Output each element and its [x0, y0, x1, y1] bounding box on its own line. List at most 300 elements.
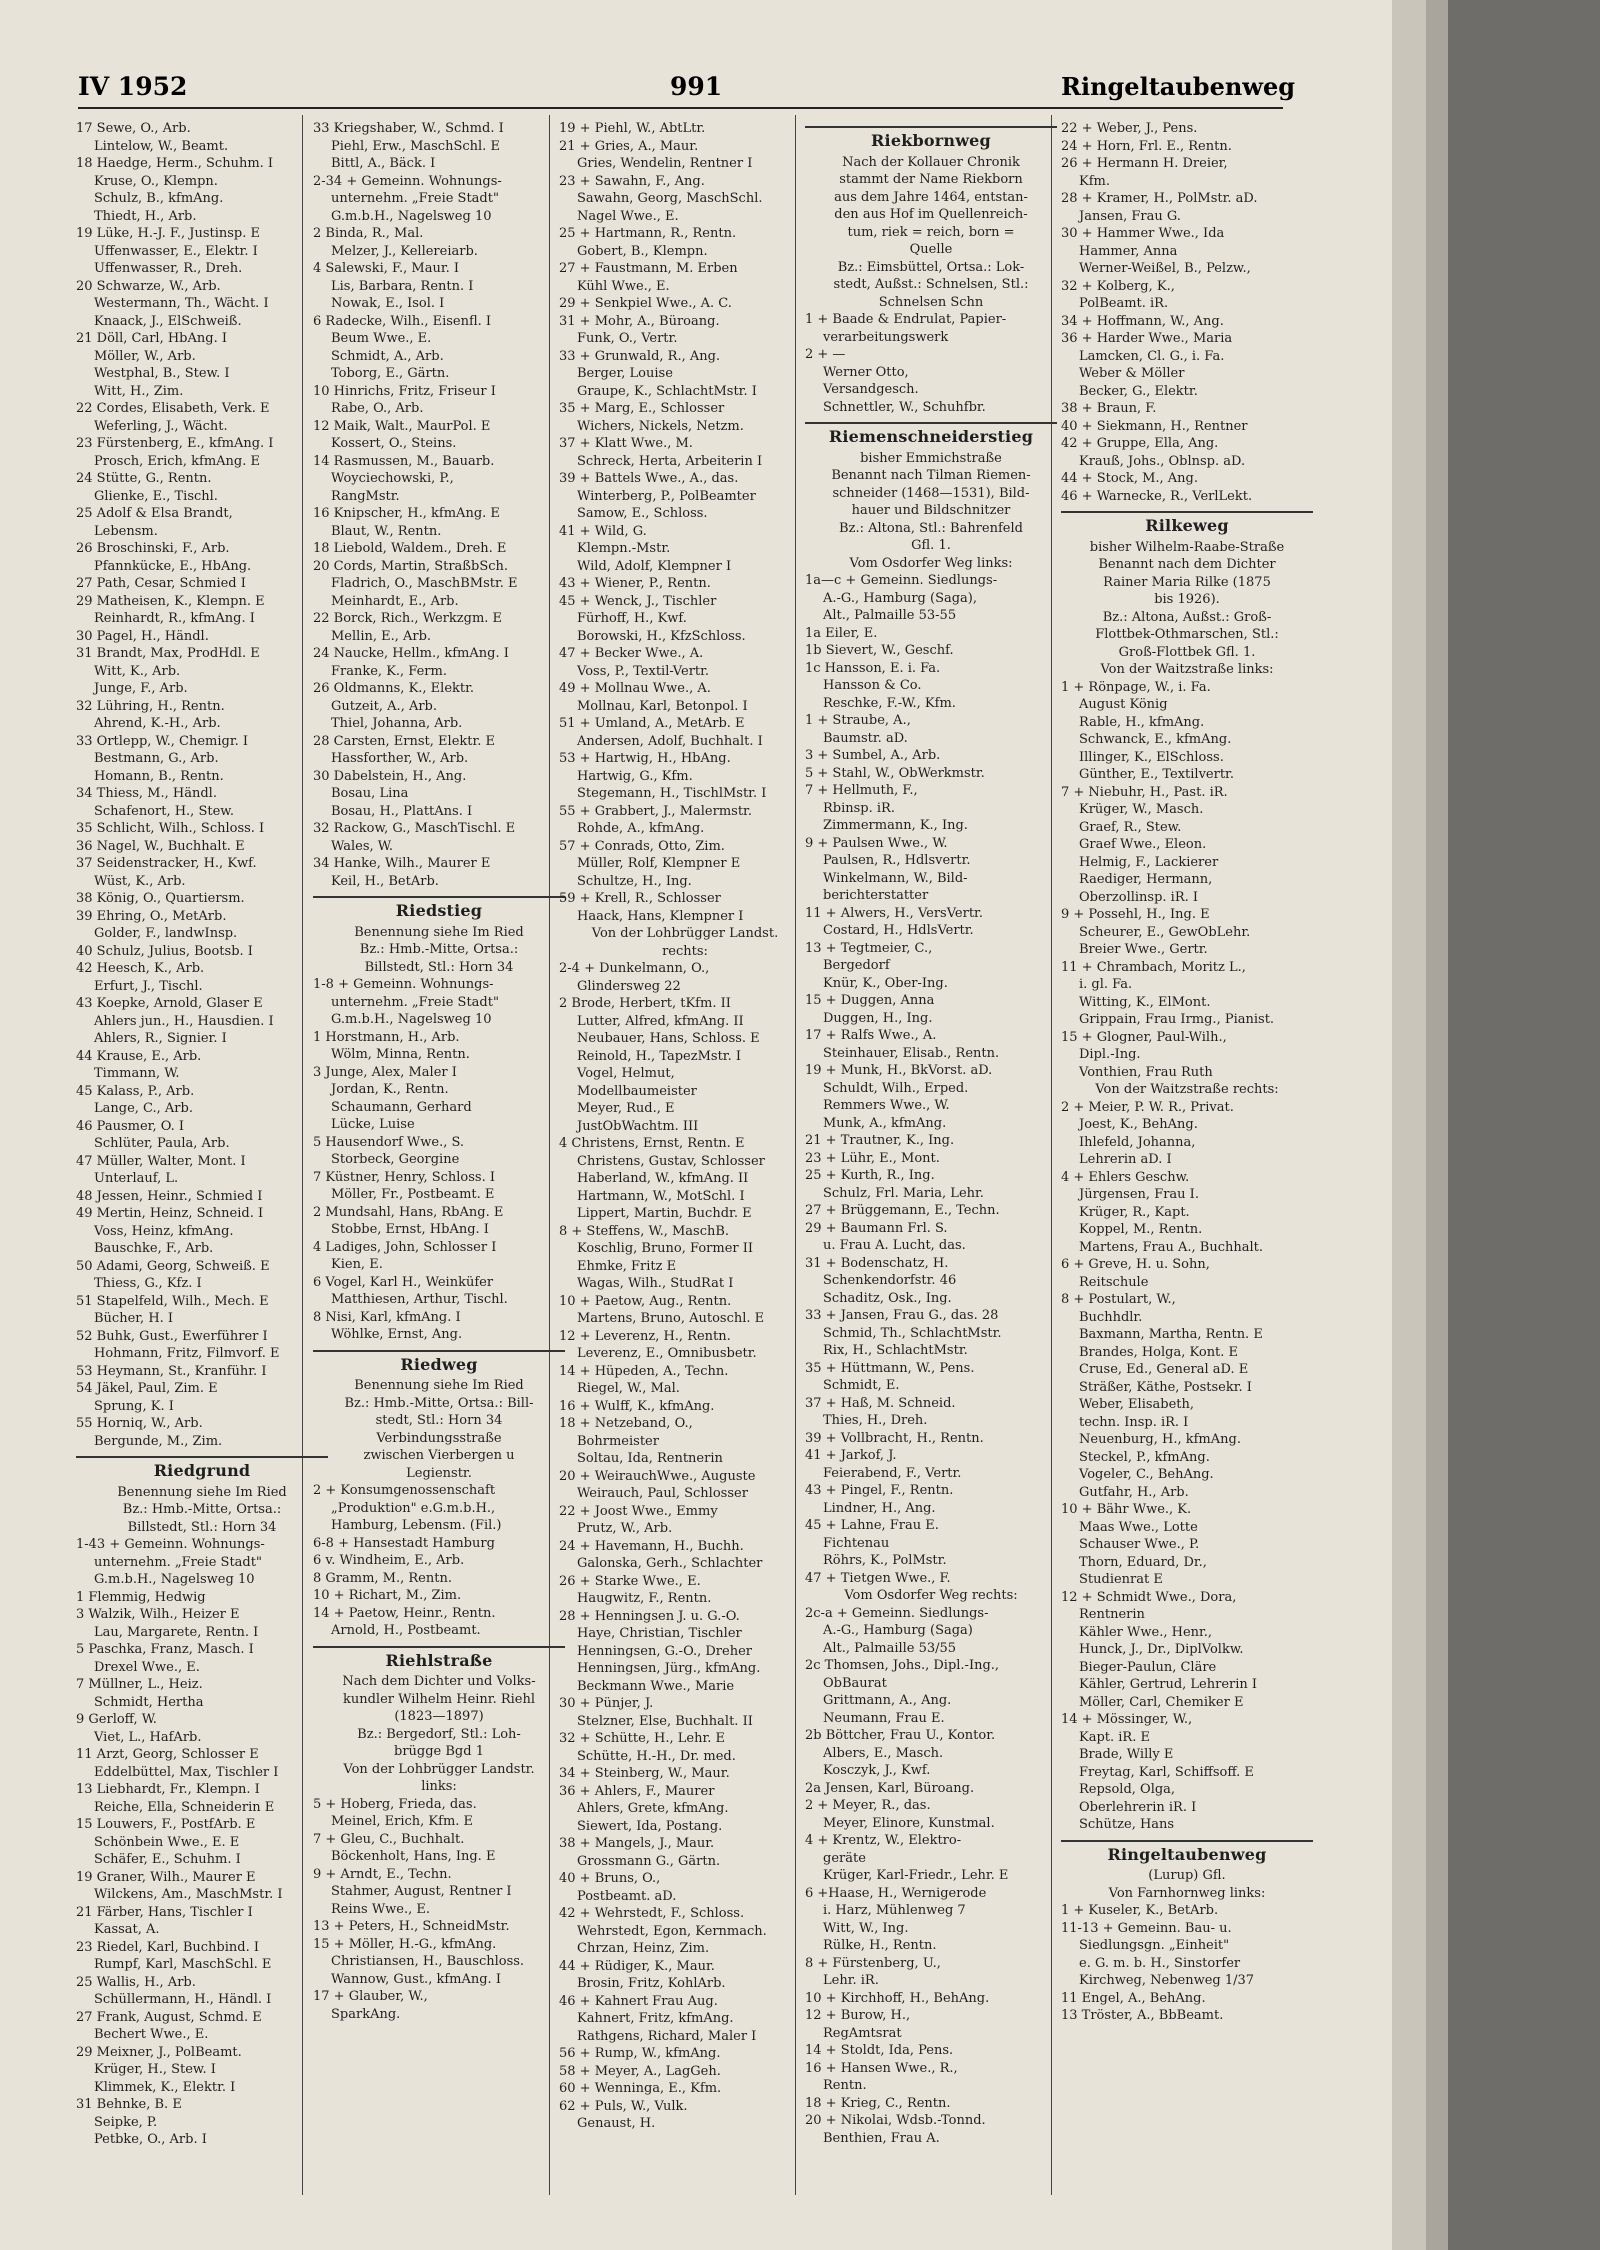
resident-entry: Wüst, K., Arb.: [94, 873, 186, 889]
resident-entry: Blaut, W., Rentn.: [331, 523, 442, 539]
resident-entry: Schlüter, Paula, Arb.: [94, 1136, 230, 1151]
resident-entry: Fladrich, O., MaschBMstr. E: [331, 576, 518, 591]
resident-entry: 32 Rackow, G., MaschTischl. E: [313, 821, 516, 836]
resident-entry: 15 + Duggen, Anna: [805, 993, 935, 1008]
resident-entry: Ahlers, Grete, kfmAng.: [577, 1801, 729, 1816]
resident-entry: 37 + Klatt Wwe., M.: [559, 436, 693, 451]
resident-entry: Rülke, H., Rentn.: [823, 1938, 937, 1953]
resident-entry: Leverenz, E., Omnibusbetr.: [577, 1346, 757, 1361]
resident-entry: 1 + Rönpage, W., i. Fa.: [1061, 679, 1211, 695]
resident-entry: Stahmer, August, Rentner I: [331, 1884, 512, 1899]
resident-entry: Klimmek, K., Elektr. I: [94, 2079, 236, 2095]
resident-entry: 28 Carsten, Ernst, Elektr. E: [313, 733, 496, 749]
resident-entry: Oberlehrerin iR. I: [1079, 1799, 1197, 1815]
resident-entry: 7 Küstner, Henry, Schloss. I: [313, 1169, 495, 1185]
resident-entry: 1c Hansson, E. i. Fa.: [805, 660, 941, 676]
resident-entry: Schulz, B., kfmAng.: [94, 191, 224, 206]
resident-entry: Rathgens, Richard, Maler I: [577, 2028, 757, 2044]
resident-entry: Rumpf, Karl, MaschSchl. E: [94, 1957, 272, 1972]
resident-entry: Lindner, H., Ang.: [823, 1500, 936, 1516]
street-info-line: Legienstr.: [406, 1465, 472, 1481]
resident-entry: Vogel, Helmut,: [577, 1066, 675, 1081]
resident-entry: Rable, H., kfmAng.: [1079, 714, 1205, 730]
resident-entry: Prosch, Erich, kfmAng. E: [94, 453, 261, 469]
resident-entry: 34 + Hoffmann, W., Ang.: [1061, 313, 1224, 329]
resident-entry: Witt, W., Ing.: [823, 1920, 909, 1936]
resident-entry: 46 Pausmer, O. I: [76, 1118, 184, 1134]
resident-entry: geräte: [823, 1850, 866, 1866]
resident-entry: Kien, E.: [331, 1257, 383, 1272]
resident-entry: 49 Mertin, Heinz, Schneid. I: [76, 1206, 264, 1221]
resident-entry: Schmidt, A., Arb.: [331, 348, 444, 364]
resident-entry: 52 Buhk, Gust., Ewerführer I: [76, 1328, 268, 1344]
street-info-line: Bz.: Altona, Stl.: Bahrenfeld: [839, 520, 1023, 536]
resident-entry: Schauser Wwe., P.: [1079, 1537, 1200, 1552]
street-heading: Ringeltaubenweg: [1061, 1840, 1313, 1864]
resident-entry: Martens, Frau A., Buchhalt.: [1079, 1239, 1263, 1255]
resident-entry: Siedlungsgn. „Einheit": [1079, 1938, 1230, 1953]
resident-entry: Maas Wwe., Lotte: [1079, 1519, 1198, 1535]
resident-entry: Wales, W.: [331, 838, 393, 854]
resident-entry: Henningsen, G.-O., Dreher: [577, 1643, 752, 1659]
resident-entry: 30 Dabelstein, H., Ang.: [313, 768, 467, 784]
resident-entry: 6 Vogel, Karl H., Weinküfer: [313, 1274, 494, 1290]
resident-entry: Becker, G., Elektr.: [1079, 383, 1198, 399]
street-info-line: Bz.: Eimsbüttel, Ortsa.: Lok-: [837, 259, 1025, 275]
resident-entry: Knür, K., Ober-Ing.: [823, 975, 948, 991]
resident-entry: 23 Riedel, Karl, Buchbind. I: [76, 1939, 260, 1955]
resident-entry: Glindersweg 22: [577, 978, 681, 994]
resident-entry: Wild, Adolf, Klempner I: [577, 558, 732, 574]
street-info-line: Billstedt, Stl.: Horn 34: [127, 1519, 277, 1535]
resident-entry: A.-G., Hamburg (Saga),: [823, 590, 978, 606]
resident-entry: Möller, W., Arb.: [94, 348, 196, 364]
resident-entry: Homann, B., Rentn.: [94, 768, 224, 784]
resident-entry: 7 Müllner, L., Heiz.: [76, 1677, 203, 1692]
resident-entry: Wannow, Gust., kfmAng. I: [331, 1971, 501, 1987]
street-info-line: tum, riek = reich, born =: [847, 224, 1015, 240]
resident-entry: Reiche, Ella, Schneiderin E: [94, 1799, 275, 1815]
resident-entry: 9 Gerloff, W.: [76, 1712, 157, 1727]
resident-entry: 1-43 + Gemeinn. Wohnungs-: [76, 1537, 265, 1552]
resident-entry: Knaack, J., ElSchweiß.: [94, 313, 242, 329]
resident-entry: Pfannkücke, E., HbAng.: [94, 558, 252, 574]
resident-entry: Bittl, A., Bäck. I: [331, 156, 436, 171]
resident-entry: Bieger-Paulun, Cläre: [1079, 1659, 1217, 1675]
street-info-line: kundler Wilhelm Heinr. Riehl: [342, 1691, 536, 1707]
resident-entry: 35 + Marg, E., Schlosser: [559, 401, 725, 416]
resident-entry: 4 + Ehlers Geschw.: [1061, 1169, 1190, 1185]
resident-entry: Rentnerin: [1079, 1607, 1145, 1622]
resident-entry: Schaditz, Osk., Ing.: [823, 1290, 952, 1306]
resident-entry: Buchhdlr.: [1079, 1309, 1143, 1325]
street-info-line: zwischen Vierbergen u: [363, 1448, 515, 1463]
resident-entry: Nagel Wwe., E.: [577, 208, 679, 224]
resident-entry: Kahnert, Fritz, kfmAng.: [577, 2011, 734, 2026]
street-info-line: Nach der Kollauer Chronik: [842, 154, 1020, 170]
street-heading: Riehlstraße: [313, 1646, 565, 1670]
resident-entry: 15 + Möller, H.-G., kfmAng.: [313, 1936, 497, 1952]
resident-entry: berichterstatter: [823, 888, 929, 903]
resident-entry: 40 + Bruns, O.,: [559, 1871, 661, 1886]
resident-entry: 5 + Stahl, W., ObWerkmstr.: [805, 765, 985, 781]
resident-entry: Riegel, W., Mal.: [577, 1381, 680, 1396]
resident-entry: RangMstr.: [331, 488, 400, 504]
resident-entry: 22 + Joost Wwe., Emmy: [559, 1503, 718, 1519]
resident-entry: 44 Krause, E., Arb.: [76, 1048, 202, 1064]
resident-entry: 18 + Krieg, C., Rentn.: [805, 2095, 951, 2111]
resident-entry: 7 + Gleu, C., Buchhalt.: [313, 1831, 465, 1847]
page-header: [70, 72, 1295, 112]
resident-entry: i. gl. Fa.: [1079, 977, 1133, 992]
resident-entry: 33 Kriegshaber, W., Schmd. I: [313, 121, 504, 136]
street-info-line: Gfl. 1.: [911, 538, 951, 553]
resident-entry: Wilckens, Am., MaschMstr. I: [94, 1887, 283, 1902]
resident-entry: 40 Schulz, Julius, Bootsb. I: [76, 943, 253, 959]
resident-entry: Winkelmann, W., Bild-: [823, 870, 968, 886]
resident-entry: 36 + Ahlers, F., Maurer: [559, 1783, 715, 1799]
resident-entry: 29 Meixner, J., PolBeamt.: [76, 2044, 242, 2060]
resident-entry: 26 + Starke Wwe., E.: [559, 1573, 701, 1589]
resident-entry: Siewert, Ida, Postang.: [577, 1818, 723, 1834]
resident-entry: Hartmann, W., MotSchl. I: [577, 1188, 745, 1204]
resident-entry: 19 + Piehl, W., AbtLtr.: [559, 121, 706, 136]
resident-entry: Bergedorf: [823, 958, 890, 973]
resident-entry: Haberland, W., kfmAng. II: [577, 1171, 749, 1186]
resident-entry: 25 + Hartmann, R., Rentn.: [559, 226, 737, 241]
resident-entry: Schafenort, H., Stew.: [94, 803, 234, 819]
resident-entry: Hamburg, Lebensm. (Fil.): [331, 1518, 502, 1533]
resident-entry: Thiess, G., Kfz. I: [94, 1276, 202, 1291]
resident-entry: 8 + Postulart, W.,: [1061, 1292, 1176, 1307]
resident-entry: Lehrerin aD. I: [1079, 1152, 1172, 1167]
resident-entry: unternehm. „Freie Stadt": [331, 994, 499, 1010]
resident-entry: Golder, F., landwInsp.: [94, 926, 238, 941]
resident-entry: Krüger, R., Kapt.: [1079, 1204, 1190, 1220]
resident-entry: Steinhauer, Elisab., Rentn.: [823, 1045, 1000, 1061]
resident-entry: 24 + Horn, Frl. E., Rentn.: [1061, 138, 1232, 154]
resident-entry: Studienrat E: [1079, 1572, 1163, 1587]
resident-entry: 18 Liebold, Waldem., Dreh. E: [313, 541, 507, 556]
resident-entry: 31 Behnke, B. E: [76, 2097, 182, 2112]
resident-entry: Neuenburg, H., kfmAng.: [1079, 1432, 1241, 1447]
resident-entry: 58 + Meyer, A., LagGeh.: [559, 2063, 721, 2079]
resident-entry: Hohmann, Fritz, Filmvorf. E: [94, 1346, 280, 1361]
resident-entry: Genaust, H.: [577, 2116, 656, 2131]
resident-entry: Reschke, F.-W., Kfm.: [823, 695, 956, 711]
resident-entry: Remmers Wwe., W.: [823, 1098, 950, 1113]
resident-entry: Beckmann Wwe., Marie: [577, 1678, 735, 1694]
resident-entry: Paulsen, R., Hdlsvertr.: [823, 853, 971, 868]
resident-entry: 43 Koepke, Arnold, Glaser E: [76, 996, 263, 1011]
resident-entry: Haack, Hans, Klempner I: [577, 908, 744, 924]
resident-entry: Wagas, Wilh., StudRat I: [577, 1276, 734, 1291]
resident-entry: 33 + Grunwald, R., Ang.: [559, 348, 721, 364]
resident-entry: Martens, Bruno, Autoschl. E: [577, 1311, 765, 1326]
resident-entry: 13 + Tegtmeier, C.,: [805, 940, 933, 956]
resident-entry: 1 + Straube, A.,: [805, 713, 911, 728]
resident-entry: Werner-Weißel, B., Pelzw.,: [1079, 261, 1251, 276]
resident-entry: 5 + Hoberg, Frieda, das.: [313, 1796, 477, 1812]
resident-entry: Möller, Fr., Postbeamt. E: [331, 1187, 495, 1202]
street-info-line: links:: [421, 1779, 457, 1794]
resident-entry: 36 + Harder Wwe., Maria: [1061, 331, 1233, 346]
resident-entry: 8 + Steffens, W., MaschB.: [559, 1223, 730, 1239]
street-info-line: Billstedt, Stl.: Horn 34: [364, 959, 514, 975]
resident-entry: 11 + Chrambach, Moritz L.,: [1061, 959, 1246, 975]
resident-entry: Müller, Rolf, Klempner E: [577, 856, 741, 871]
resident-entry: 55 Horniq, W., Arb.: [76, 1416, 203, 1431]
resident-entry: Haugwitz, F., Rentn.: [577, 1591, 712, 1606]
resident-entry: „Produktion" e.G.m.b.H.,: [331, 1500, 496, 1516]
resident-entry: 20 Schwarze, W., Arb.: [76, 278, 221, 294]
resident-entry: Vonthien, Frau Ruth: [1079, 1064, 1213, 1080]
resident-entry: Steckel, P., kfmAng.: [1079, 1449, 1210, 1465]
resident-entry: 23 + Lühr, E., Mont.: [805, 1150, 940, 1166]
resident-entry: Graef, R., Stew.: [1079, 819, 1182, 835]
resident-entry: Lebensm.: [94, 523, 158, 539]
resident-entry: Winterberg, P., PolBeamter: [577, 488, 756, 504]
resident-entry: Ahlers, R., Signier. I: [94, 1031, 227, 1046]
resident-entry: Kossert, O., Steins.: [331, 436, 457, 451]
resident-entry: 18 + Netzeband, O.,: [559, 1416, 693, 1431]
resident-entry: Günther, E., Textilvertr.: [1079, 767, 1234, 782]
resident-entry: Beum Wwe., E.: [331, 331, 432, 346]
resident-entry: Piehl, Erw., MaschSchl. E: [331, 138, 500, 154]
resident-entry: Lange, C., Arb.: [94, 1101, 193, 1116]
street-heading: Riemenschneiderstieg: [805, 422, 1057, 446]
resident-entry: 11 Arzt, Georg, Schlosser E: [76, 1747, 259, 1762]
resident-entry: 19 + Munk, H., BkVorst. aD.: [805, 1063, 993, 1078]
street-info-line: Bz.: Bergedorf, Stl.: Loh-: [357, 1726, 521, 1742]
street-heading: Riedstieg: [313, 896, 565, 920]
page-edge: [1426, 0, 1448, 2250]
resident-entry: Schulz, Frl. Maria, Lehr.: [823, 1185, 984, 1201]
resident-entry: Brosin, Fritz, KohlArb.: [577, 1976, 726, 1991]
resident-entry: Kassat, A.: [94, 1922, 160, 1937]
resident-entry: Weferling, J., Wächt.: [94, 418, 228, 434]
resident-entry: 2 Brode, Herbert, tKfm. II: [559, 996, 731, 1011]
resident-entry: 37 + Haß, M. Schneid.: [805, 1395, 956, 1411]
resident-entry: Hassforther, W., Arb.: [331, 751, 469, 766]
resident-entry: Berger, Louise: [577, 366, 673, 381]
resident-entry: 4 Ladiges, John, Schlosser I: [313, 1239, 497, 1255]
resident-entry: Graef Wwe., Eleon.: [1079, 837, 1207, 852]
resident-entry: Raediger, Hermann,: [1079, 872, 1213, 887]
resident-entry: 4 Salewski, F., Maur. I: [313, 261, 460, 276]
resident-entry: Röhrs, K., PolMstr.: [823, 1553, 947, 1568]
resident-entry: 21 Färber, Hans, Tischler I: [76, 1904, 253, 1920]
street-heading: Riedweg: [313, 1350, 565, 1374]
resident-entry: 32 + Kolberg, K.,: [1061, 278, 1175, 294]
resident-entry: 60 + Wenninga, E., Kfm.: [559, 2081, 722, 2096]
resident-entry: Breier Wwe., Gertr.: [1079, 942, 1208, 957]
resident-entry: 9 + Possehl, H., Ing. E: [1061, 907, 1210, 922]
resident-entry: Dipl.-Ing.: [1079, 1047, 1141, 1062]
resident-entry: 2b Böttcher, Frau U., Kontor.: [805, 1728, 996, 1743]
resident-entry: Lamcken, Cl. G., i. Fa.: [1079, 348, 1225, 364]
resident-entry: 7 + Hellmuth, F.,: [805, 783, 918, 798]
resident-entry: Jürgensen, Frau I.: [1079, 1187, 1199, 1202]
resident-entry: G.m.b.H., Nagelsweg 10: [94, 1572, 255, 1587]
resident-entry: 2 + Meyer, R., das.: [805, 1798, 931, 1813]
resident-entry: 22 Cordes, Elisabeth, Verk. E: [76, 401, 270, 416]
resident-entry: Bohrmeister: [577, 1433, 659, 1449]
resident-entry: 42 Heesch, K., Arb.: [76, 961, 205, 976]
street-info-line: Benennung siehe Im Ried: [354, 1378, 524, 1393]
resident-entry: Möller, Carl, Chemiker E: [1079, 1694, 1244, 1710]
resident-entry: 37 Seidenstracker, H., Kwf.: [76, 856, 257, 871]
directory-column-3: [559, 120, 811, 2220]
resident-entry: Weirauch, Paul, Schlosser: [577, 1486, 748, 1501]
resident-entry: 45 + Lahne, Frau E.: [805, 1518, 939, 1533]
resident-entry: Thies, H., Dreh.: [823, 1413, 928, 1428]
resident-entry: Joest, K., BehAng.: [1079, 1117, 1198, 1132]
street-info-line: bisher Emmichstraße: [860, 450, 1002, 466]
resident-entry: 13 Tröster, A., BbBeamt.: [1061, 2008, 1224, 2023]
resident-entry: Melzer, J., Kellereiarb.: [331, 243, 478, 259]
resident-entry: Voss, P., Textil-Vertr.: [577, 663, 710, 679]
resident-entry: 38 + Braun, F.: [1061, 401, 1157, 416]
resident-entry: 20 + WeirauchWwe., Auguste: [559, 1468, 756, 1484]
resident-entry: 3 Walzik, Wilh., Heizer E: [76, 1607, 240, 1622]
resident-entry: 27 + Brüggemann, E., Techn.: [805, 1203, 1000, 1218]
resident-entry: Drexel Wwe., E.: [94, 1659, 200, 1675]
resident-entry: Schütte, H.-H., Dr. med.: [577, 1748, 736, 1764]
resident-entry: 41 + Jarkof, J.: [805, 1448, 897, 1463]
resident-entry: G.m.b.H., Nagelsweg 10: [331, 208, 492, 224]
resident-entry: Schmidt, E.: [823, 1378, 900, 1393]
resident-entry: Krüger, W., Masch.: [1079, 802, 1204, 817]
resident-entry: 45 Kalass, P., Arb.: [76, 1083, 195, 1099]
resident-entry: 39 + Battels Wwe., A., das.: [559, 471, 739, 486]
resident-entry: Schuldt, Wilh., Erped.: [823, 1080, 969, 1096]
resident-entry: Gobert, B., Klempn.: [577, 243, 708, 259]
resident-entry: 16 + Hansen Wwe., R.,: [805, 2060, 958, 2076]
resident-entry: Eddelbüttel, Max, Tischler I: [94, 1764, 279, 1780]
resident-entry: Lis, Barbara, Rentn. I: [331, 278, 474, 294]
resident-entry: Reins Wwe., E.: [331, 1901, 431, 1917]
resident-entry: Ehmke, Fritz E: [577, 1258, 677, 1274]
resident-entry: Stobbe, Ernst, HbAng. I: [331, 1222, 489, 1237]
resident-entry: Lehr. iR.: [823, 1973, 879, 1988]
resident-entry: Chrzan, Heinz, Zim.: [577, 1941, 710, 1956]
resident-entry: Schenkendorfstr. 46: [823, 1273, 957, 1288]
resident-entry: Kühl Wwe., E.: [577, 278, 670, 294]
resident-entry: 45 + Wenck, J., Tischler: [559, 593, 717, 609]
street-info-line: stammt der Name Riekborn: [839, 172, 1023, 187]
resident-entry: e. G. m. b. H., Sinstorfer: [1079, 1955, 1241, 1971]
resident-entry: 24 Stütte, G., Rentn.: [76, 471, 212, 486]
resident-entry: 11-13 + Gemeinn. Bau- u.: [1061, 1920, 1232, 1936]
resident-entry: Uffenwasser, R., Dreh.: [94, 261, 243, 276]
resident-entry: 42 + Gruppe, Ella, Ang.: [1061, 436, 1219, 451]
resident-entry: Albers, E., Masch.: [823, 1745, 944, 1761]
resident-entry: Hunck, J., Dr., DiplVolkw.: [1079, 1642, 1244, 1657]
resident-entry: 30 Pagel, H., Händl.: [76, 628, 209, 644]
resident-entry: Petbke, O., Arb. I: [94, 2132, 207, 2147]
resident-entry: Feierabend, F., Vertr.: [823, 1465, 962, 1481]
resident-entry: 5 Hausendorf Wwe., S.: [313, 1134, 465, 1150]
resident-entry: 8 + Fürstenberg, U.,: [805, 1955, 941, 1971]
street-info-line: Vom Osdorfer Weg rechts:: [844, 1588, 1018, 1603]
resident-entry: 32 Lühring, H., Rentn.: [76, 698, 225, 714]
street-heading: Riedgrund: [76, 1456, 328, 1480]
resident-entry: Woyciechowski, P.,: [331, 471, 454, 486]
resident-entry: 13 + Peters, H., SchneidMstr.: [313, 1919, 510, 1934]
resident-entry: Werner Otto,: [823, 364, 909, 380]
resident-entry: Reinhardt, R., kfmAng. I: [94, 611, 255, 626]
resident-entry: Grossmann G., Gärtn.: [577, 1853, 721, 1869]
resident-entry: Postbeamt. aD.: [577, 1888, 677, 1904]
resident-entry: 51 + Umland, A., MetArb. E: [559, 716, 745, 731]
resident-entry: Schwanck, E., kfmAng.: [1079, 732, 1232, 747]
resident-entry: Baumstr. aD.: [823, 730, 908, 746]
directory-column-1: [76, 120, 328, 2220]
resident-entry: Gutzeit, A., Arb.: [331, 698, 438, 714]
resident-entry: Baxmann, Martha, Rentn. E: [1079, 1327, 1263, 1342]
resident-entry: 17 + Ralfs Wwe., A.: [805, 1028, 937, 1043]
resident-entry: 2c Thomsen, Johs., Dipl.-Ing.,: [805, 1658, 1000, 1673]
resident-entry: 44 + Stock, M., Ang.: [1061, 471, 1199, 486]
resident-entry: Borowski, H., KfzSchloss.: [577, 628, 746, 644]
street-info-line: stedt, Außst.: Schnelsen, Stl.:: [833, 277, 1029, 292]
resident-entry: Bestmann, G., Arb.: [94, 751, 219, 766]
resident-entry: Sawahn, Georg, MaschSchl.: [577, 191, 763, 206]
resident-entry: Koschlig, Bruno, Former II: [577, 1241, 754, 1256]
resident-entry: Schäfer, E., Schuhm. I: [94, 1852, 241, 1867]
resident-entry: 39 Ehring, O., MetArb.: [76, 908, 227, 924]
street-info-line: Bz.: Hmb.-Mitte, Ortsa.:: [122, 1502, 282, 1517]
resident-entry: Reinold, H., TapezMstr. I: [577, 1048, 741, 1064]
resident-entry: 54 Jäkel, Paul, Zim. E: [76, 1381, 218, 1396]
resident-entry: Galonska, Gerh., Schlachter: [577, 1556, 763, 1571]
resident-entry: Toborg, E., Gärtn.: [331, 366, 450, 381]
resident-entry: 10 + Richart, M., Zim.: [313, 1588, 462, 1603]
resident-entry: 12 + Leverenz, H., Rentn.: [559, 1328, 731, 1344]
resident-entry: i. Harz, Mühlenweg 7: [823, 1903, 966, 1918]
resident-entry: Sprung, K. I: [94, 1398, 174, 1414]
resident-entry: Wölm, Minna, Rentn.: [331, 1047, 470, 1062]
resident-entry: 10 Hinrichs, Fritz, Friseur I: [313, 383, 496, 399]
street-info-line: (Lurup) Gfl.: [1148, 1868, 1226, 1883]
street-info-line: Benannt nach Tilman Riemen-: [831, 468, 1031, 483]
resident-entry: 9 + Arndt, E., Techn.: [313, 1866, 452, 1882]
street-info-line: bis 1926).: [1154, 592, 1220, 607]
resident-entry: 33 + Jansen, Frau G., das. 28: [805, 1308, 999, 1323]
street-info-line: Verbindungsstraße: [376, 1430, 502, 1446]
resident-entry: 38 + Mangels, J., Maur.: [559, 1836, 715, 1851]
resident-entry: 44 + Rüdiger, K., Maur.: [559, 1958, 715, 1974]
street-info-line: Nach dem Dichter und Volks-: [342, 1674, 536, 1689]
resident-entry: 18 Haedge, Herm., Schuhm. I: [76, 156, 274, 171]
street-info-line: Bz.: Altona, Außst.: Groß-: [1102, 609, 1272, 625]
resident-entry: Junge, F., Arb.: [94, 681, 188, 696]
resident-entry: 17 Sewe, O., Arb.: [76, 121, 191, 136]
header-rule: [78, 107, 1283, 109]
resident-entry: Schmid, Th., SchlachtMstr.: [823, 1325, 1002, 1341]
resident-entry: Kähler, Gertrud, Lehrerin I: [1079, 1677, 1258, 1692]
resident-entry: 23 Fürstenberg, E., kfmAng. I: [76, 436, 274, 451]
resident-entry: JustObWachtm. III: [577, 1118, 699, 1134]
street-info-line: Rainer Maria Rilke (1875: [1103, 574, 1271, 590]
resident-entry: SparkAng.: [331, 2006, 401, 2022]
resident-entry: August König: [1079, 697, 1168, 712]
resident-entry: 43 + Wiener, P., Rentn.: [559, 576, 711, 591]
resident-entry: Brade, Willy E: [1079, 1747, 1174, 1762]
resident-entry: 56 + Rump, W., kfmAng.: [559, 2046, 721, 2061]
street-info-line: Bz.: Hmb.-Mitte, Ortsa.: Bill-: [344, 1395, 534, 1411]
